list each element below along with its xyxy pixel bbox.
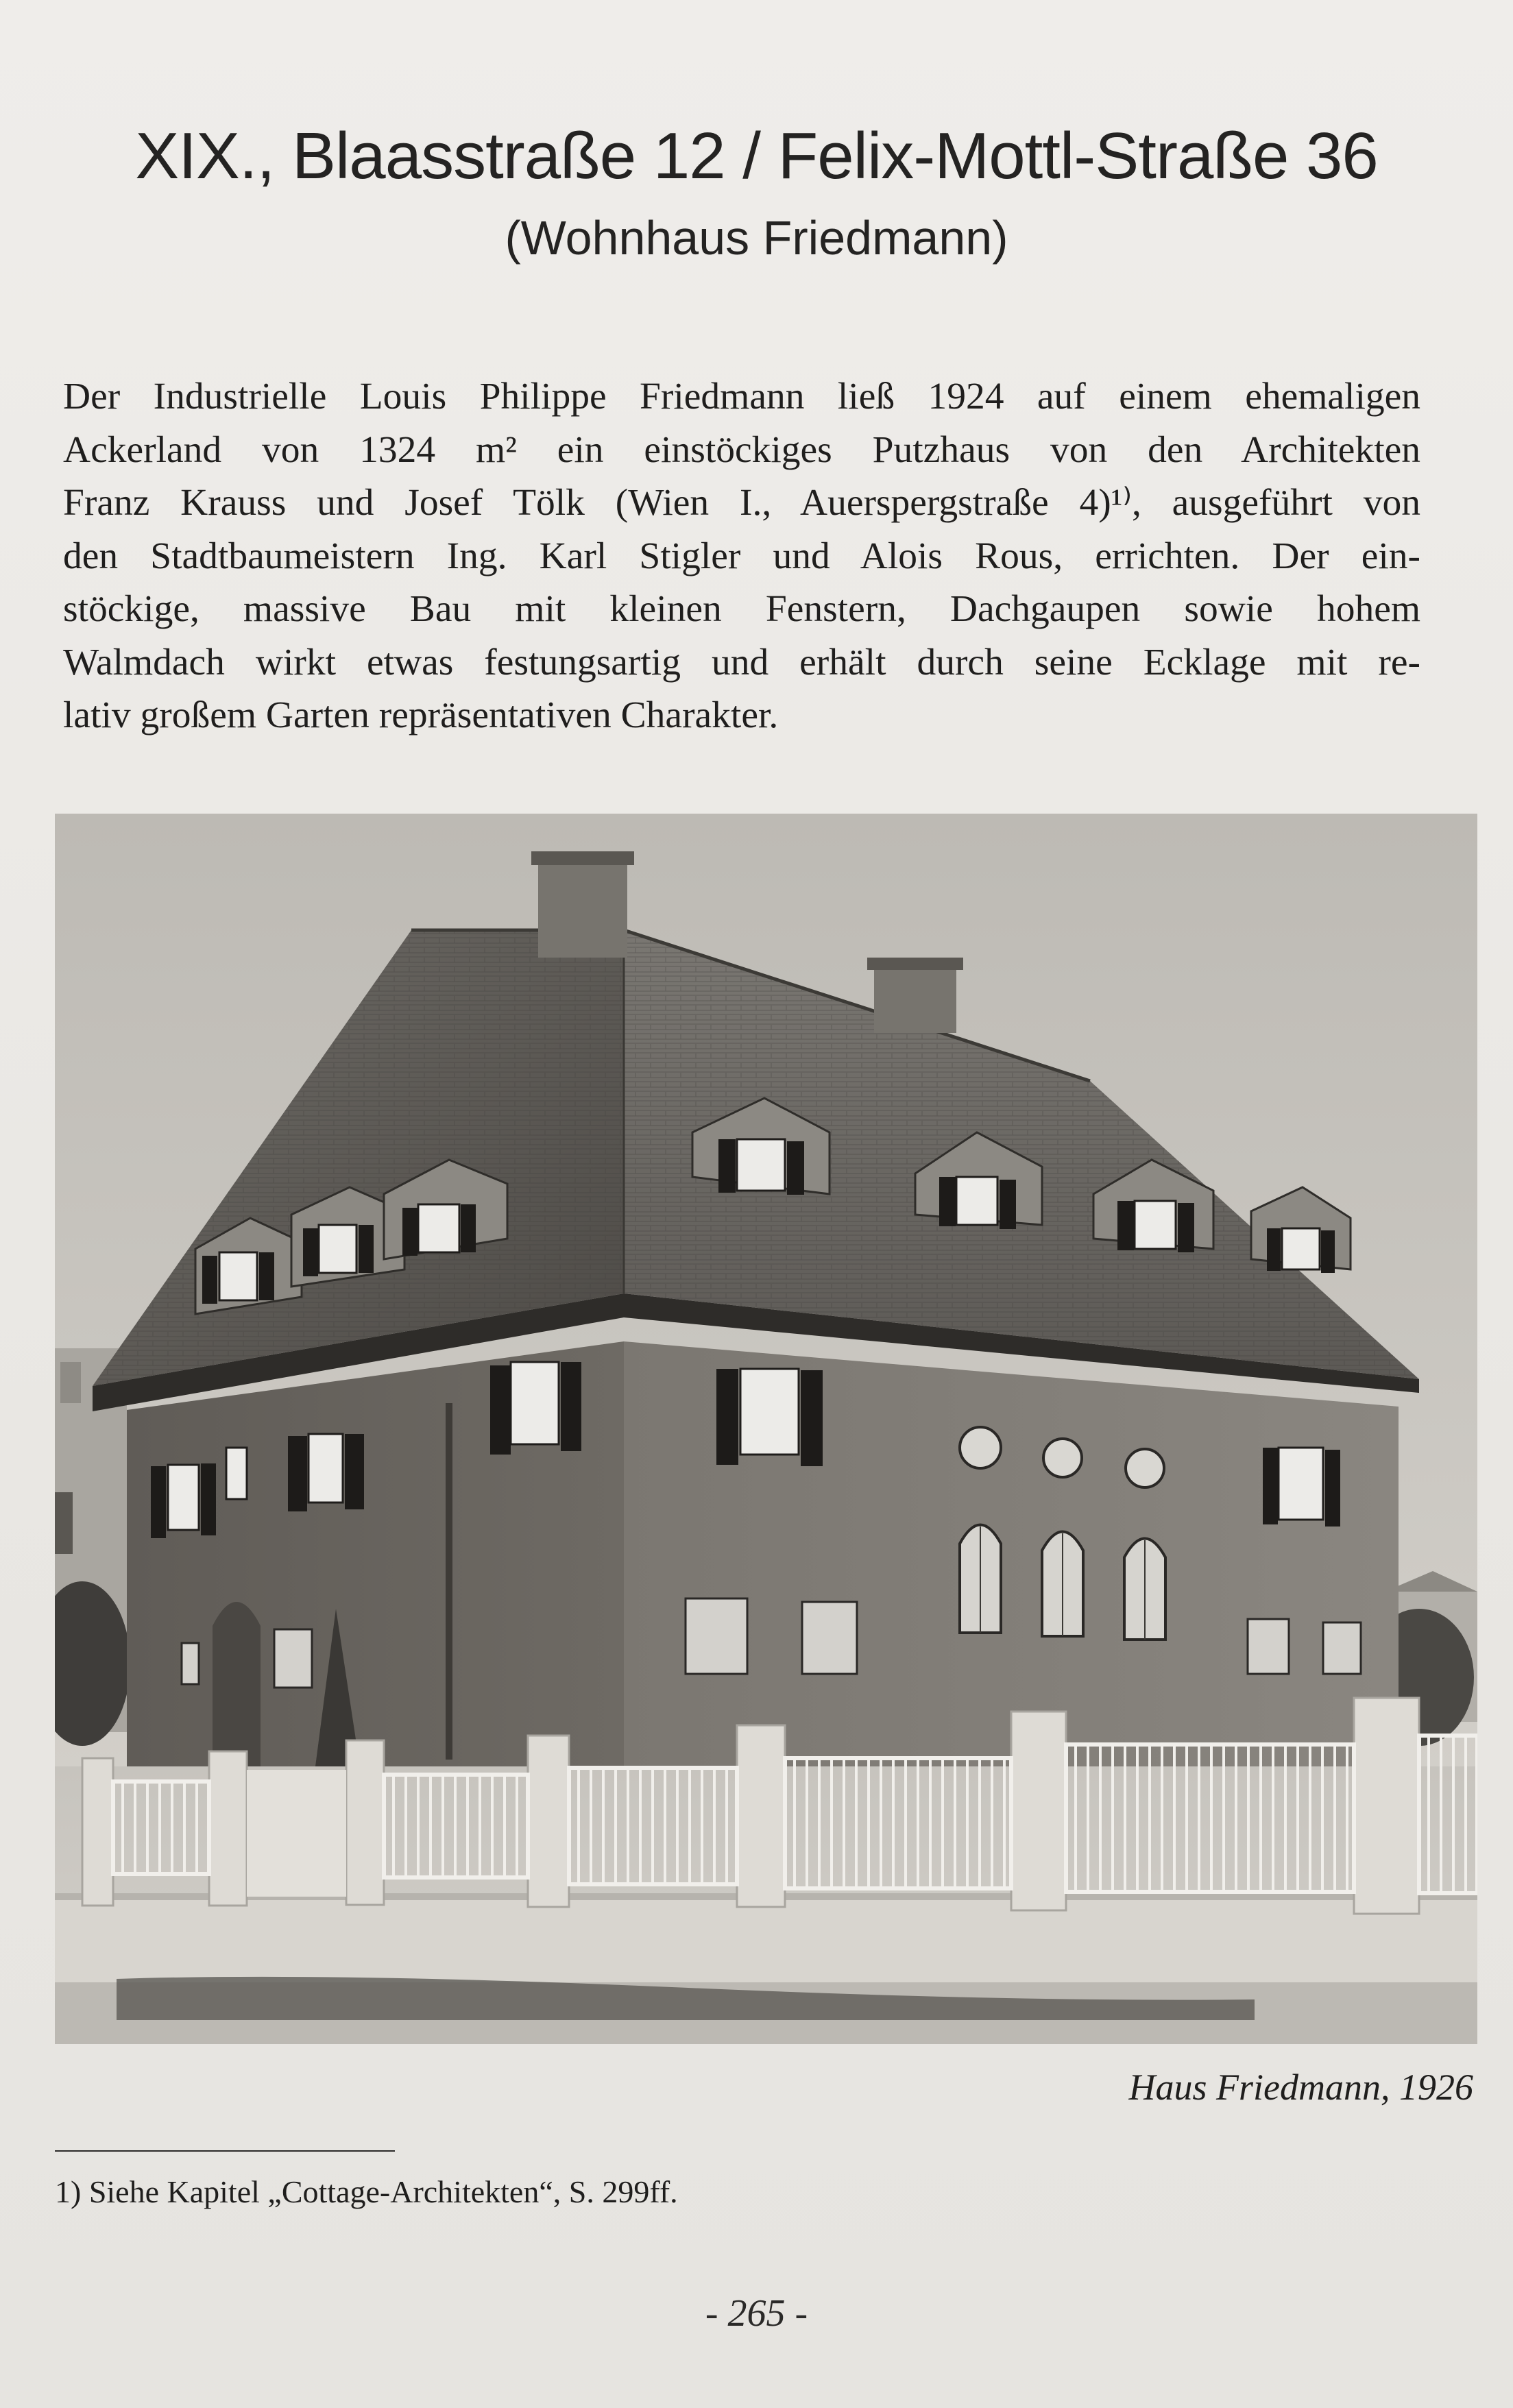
- footnote: 1) Siehe Kapitel „Cottage-Architekten“, S. 299ff.: [55, 2174, 678, 2209]
- house-photograph: [55, 814, 1477, 2044]
- body-line: Franz Krauss und Josef Tölk (Wien I., Auerspergstraße 4)¹⁾, ausgeführt von: [63, 482, 1420, 524]
- page-title: XIX., Blaasstraße 12 / Felix-Mottl-Straße 36: [135, 119, 1378, 193]
- footnote-divider: [55, 2150, 395, 2152]
- page-number: - 265 -: [705, 2292, 808, 2335]
- figure-caption: Haus Friedmann, 1926: [1128, 2067, 1473, 2108]
- body-line: Der Industrielle Louis Philippe Friedmann ließ 1924 auf einem ehemaligen: [63, 376, 1420, 417]
- page-subtitle: (Wohnhaus Friedmann): [505, 211, 1008, 265]
- body-line: stöckige, massive Bau mit kleinen Fenstern, Dachgaupen sowie hohem: [63, 588, 1420, 630]
- body-paragraph: [63, 370, 1420, 742]
- body-line: den Stadtbaumeistern Ing. Karl Stigler und Alois Rous, errichten. Der ein-: [63, 535, 1420, 577]
- body-line: lativ großem Garten repräsentativen Charakter.: [63, 694, 779, 736]
- body-line: Ackerland von 1324 m² ein einstöckiges Putzhaus von den Architekten: [63, 428, 1420, 471]
- body-line: Walmdach wirkt etwas festungsartig und erhält durch seine Ecklage mit re-: [63, 641, 1420, 683]
